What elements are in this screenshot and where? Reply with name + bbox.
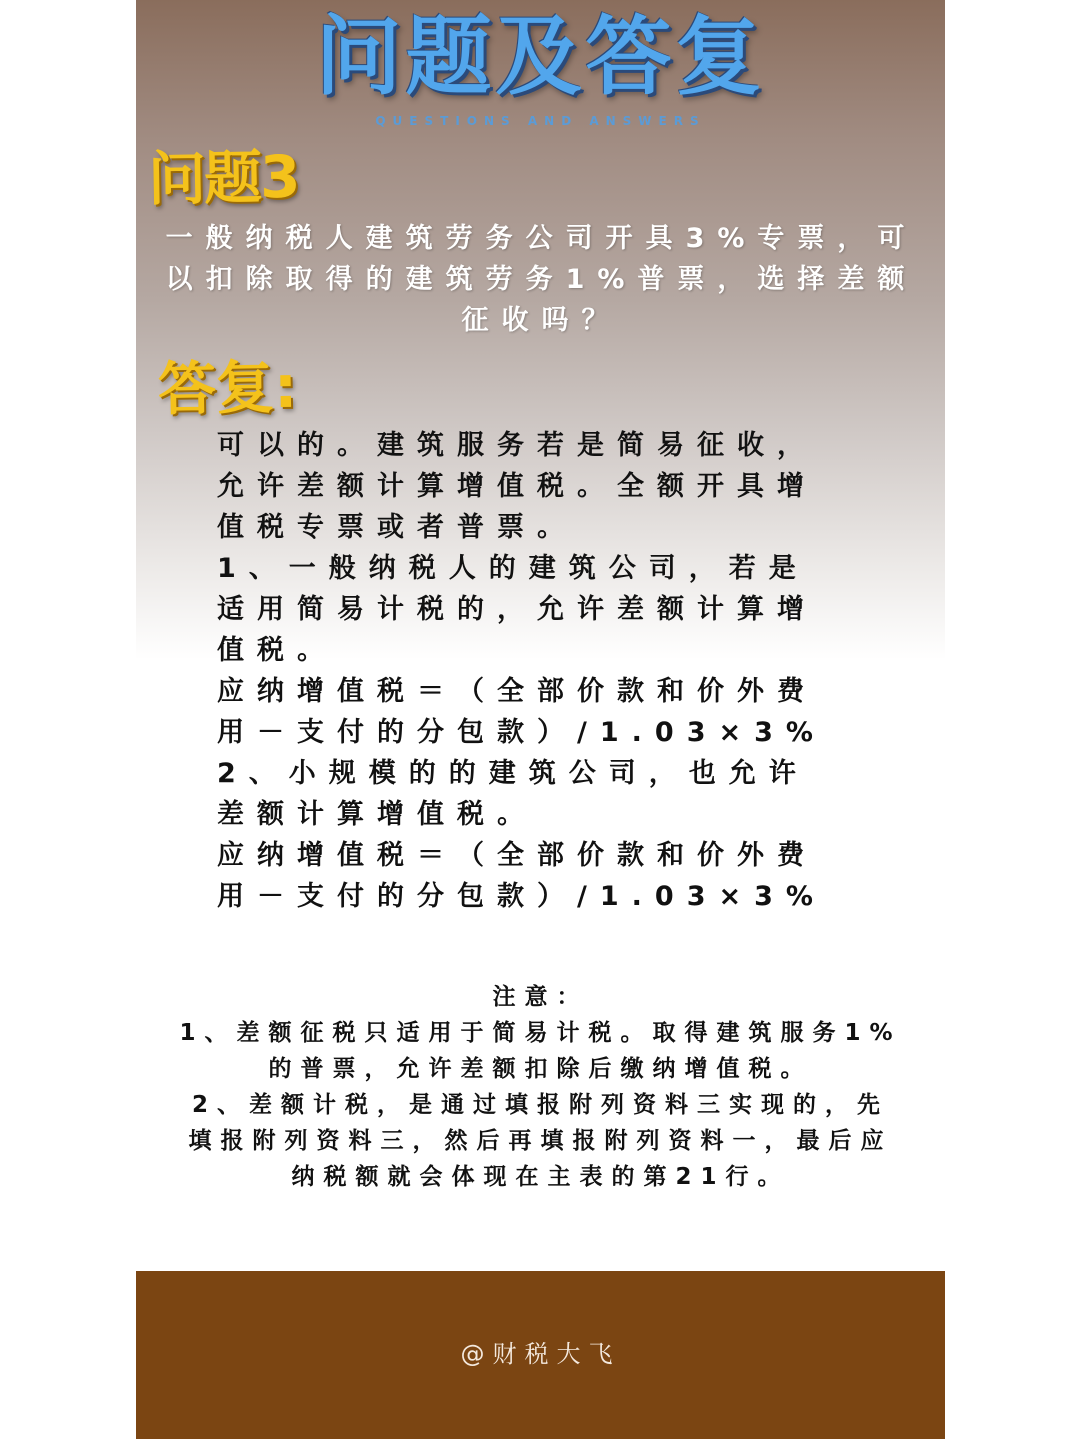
document-page bbox=[136, 0, 945, 1439]
answer-label: 答复: bbox=[157, 352, 298, 424]
answer-line: 值税专票或者普票。 bbox=[217, 512, 577, 543]
note-line: 的普票，允许差额扣除后缴纳增值税。 bbox=[268, 1056, 813, 1082]
footer-bar bbox=[136, 1271, 945, 1439]
note-section bbox=[136, 979, 945, 1195]
page-title: 问题及答复 bbox=[315, 7, 766, 107]
question-line: 以扣除取得的建筑劳务1%普票，选择差额 bbox=[165, 264, 918, 295]
answer-line: 用－支付的分包款）/1.03×3% bbox=[217, 717, 826, 748]
note-line: 纳税额就会体现在主表的第21行。 bbox=[291, 1164, 790, 1190]
answer-line: 用－支付的分包款）/1.03×3% bbox=[217, 881, 826, 912]
note-line: 2、差额计税，是通过填报附列资料三实现的，先 bbox=[191, 1092, 889, 1118]
author-handle: @财税大飞 bbox=[460, 1340, 621, 1368]
answer-line: 应纳增值税＝（全部价款和价外费 bbox=[217, 840, 817, 871]
answer-line: 2、小规模的的建筑公司，也允许 bbox=[217, 758, 809, 789]
answer-line: 适用简易计税的，允许差额计算增 bbox=[217, 594, 817, 625]
answer-line: 应纳增值税＝（全部价款和价外费 bbox=[217, 676, 817, 707]
question-line: 征收吗？ bbox=[461, 305, 622, 336]
answer-line: 1、一般纳税人的建筑公司，若是 bbox=[217, 553, 809, 584]
page-subtitle: QUESTIONS AND ANSWERS bbox=[375, 114, 706, 128]
answer-line: 允许差额计算增值税。全额开具增 bbox=[217, 471, 817, 502]
answer-body bbox=[217, 425, 867, 917]
note-line: 1、差额征税只适用于简易计税。取得建筑服务1% bbox=[179, 1020, 902, 1046]
question-line: 一般纳税人建筑劳务公司开具3%专票，可 bbox=[165, 223, 918, 254]
answer-line: 可以的。建筑服务若是简易征收， bbox=[217, 430, 817, 461]
question-label: 问题3 bbox=[147, 142, 299, 214]
note-title: 注意： bbox=[492, 984, 589, 1010]
question-text bbox=[150, 218, 933, 341]
answer-line: 差额计算增值税。 bbox=[217, 799, 537, 830]
note-line: 填报附列资料三，然后再填报附列资料一，最后应 bbox=[188, 1128, 893, 1154]
answer-line: 值税。 bbox=[217, 635, 337, 666]
